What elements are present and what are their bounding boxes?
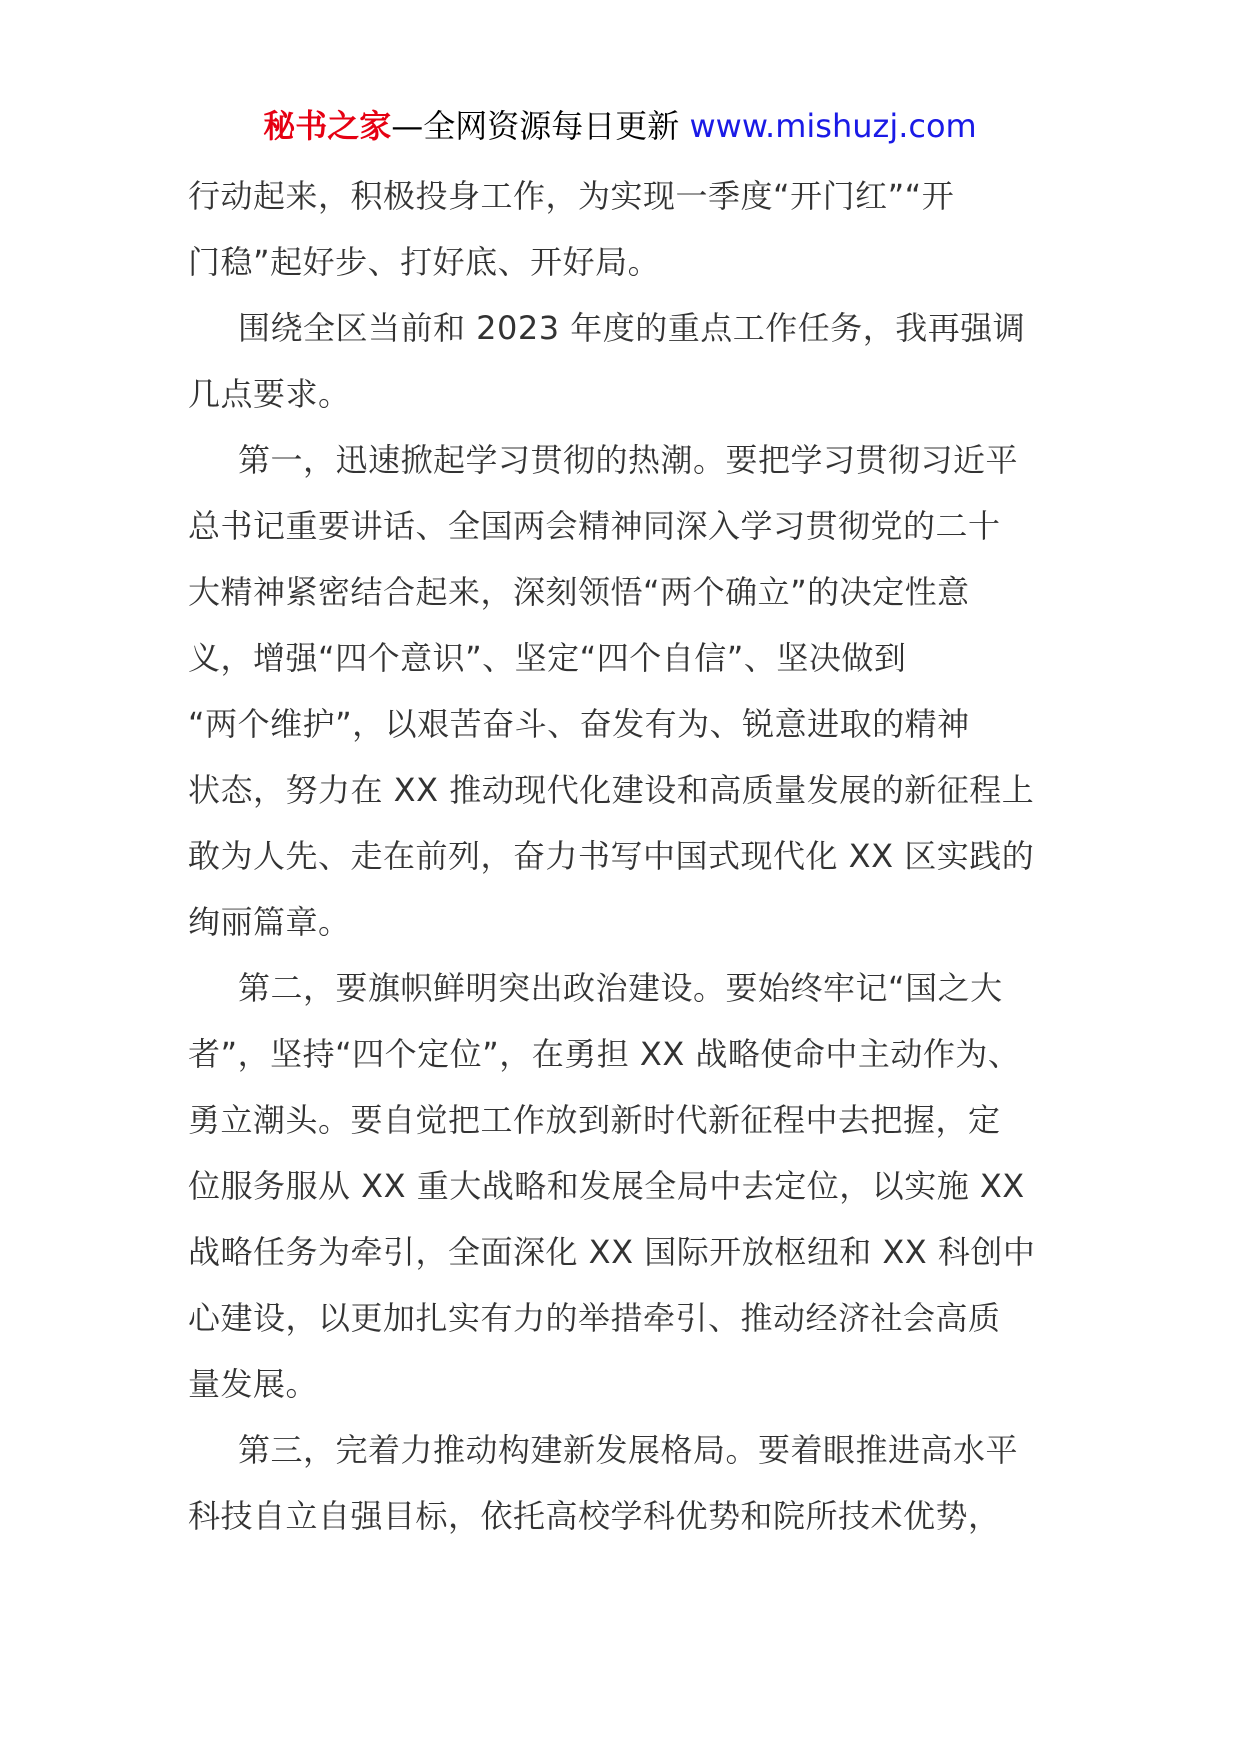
text-line: 几点要求。 xyxy=(188,375,351,413)
site-slogan: —全网资源每日更新 xyxy=(391,107,690,145)
paragraph-start: 第二，要旗帜鲜明突出政治建设。要始终牢记“国之大 xyxy=(238,969,1003,1007)
text-line: “两个维护”，以艰苦奋斗、奋发有为、锐意进取的精神 xyxy=(188,705,970,743)
paragraph-start: 第三，完着力推动构建新发展格局。要着眼推进高水平 xyxy=(238,1431,1019,1469)
text-line: 科技自立自强目标，依托高校学科优势和院所技术优势， xyxy=(188,1497,1001,1535)
text-line: 门稳”起好步、打好底、开好局。 xyxy=(188,243,661,281)
text-line: 义，增强“四个意识”、坚定“四个自信”、坚决做到 xyxy=(188,639,907,677)
text-line: 总书记重要讲话、全国两会精神同深入学习贯彻党的二十 xyxy=(188,507,1001,545)
text-line: 状态，努力在 XX 推动现代化建设和高质量发展的新征程上 xyxy=(188,771,1035,809)
text-line: 者”，坚持“四个定位”，在勇担 XX 战略使命中主动作为、 xyxy=(188,1035,1021,1073)
text-line: 行动起来，积极投身工作，为实现一季度“开门红”“开 xyxy=(188,177,955,215)
text-line: 量发展。 xyxy=(188,1365,319,1403)
site-url-link[interactable]: www.mishuzj.com xyxy=(689,107,977,145)
text-line: 心建设，以更加扎实有力的举措牵引、推动经济社会高质 xyxy=(188,1299,1001,1337)
text-line: 勇立潮头。要自觉把工作放到新时代新征程中去把握，定 xyxy=(188,1101,1001,1139)
text-line: 绚丽篇章。 xyxy=(188,903,351,941)
text-line: 大精神紧密结合起来，深刻领悟“两个确立”的决定性意 xyxy=(188,573,970,611)
text-line: 敢为人先、走在前列，奋力书写中国式现代化 XX 区实践的 xyxy=(188,837,1035,875)
paragraph-start: 围绕全区当前和 2023 年度的重点工作任务，我再强调 xyxy=(238,309,1026,347)
text-line: 位服务服从 XX 重大战略和发展全局中去定位，以实施 XX xyxy=(188,1167,1025,1205)
text-line: 战略任务为牵引，全面深化 XX 国际开放枢纽和 XX 科创中 xyxy=(188,1233,1036,1271)
paragraph-start: 第一，迅速掀起学习贯彻的热潮。要把学习贯彻习近平 xyxy=(238,441,1019,479)
site-brand: 秘书之家 xyxy=(263,107,392,145)
document-body xyxy=(188,163,1068,1549)
site-header xyxy=(0,104,1240,148)
